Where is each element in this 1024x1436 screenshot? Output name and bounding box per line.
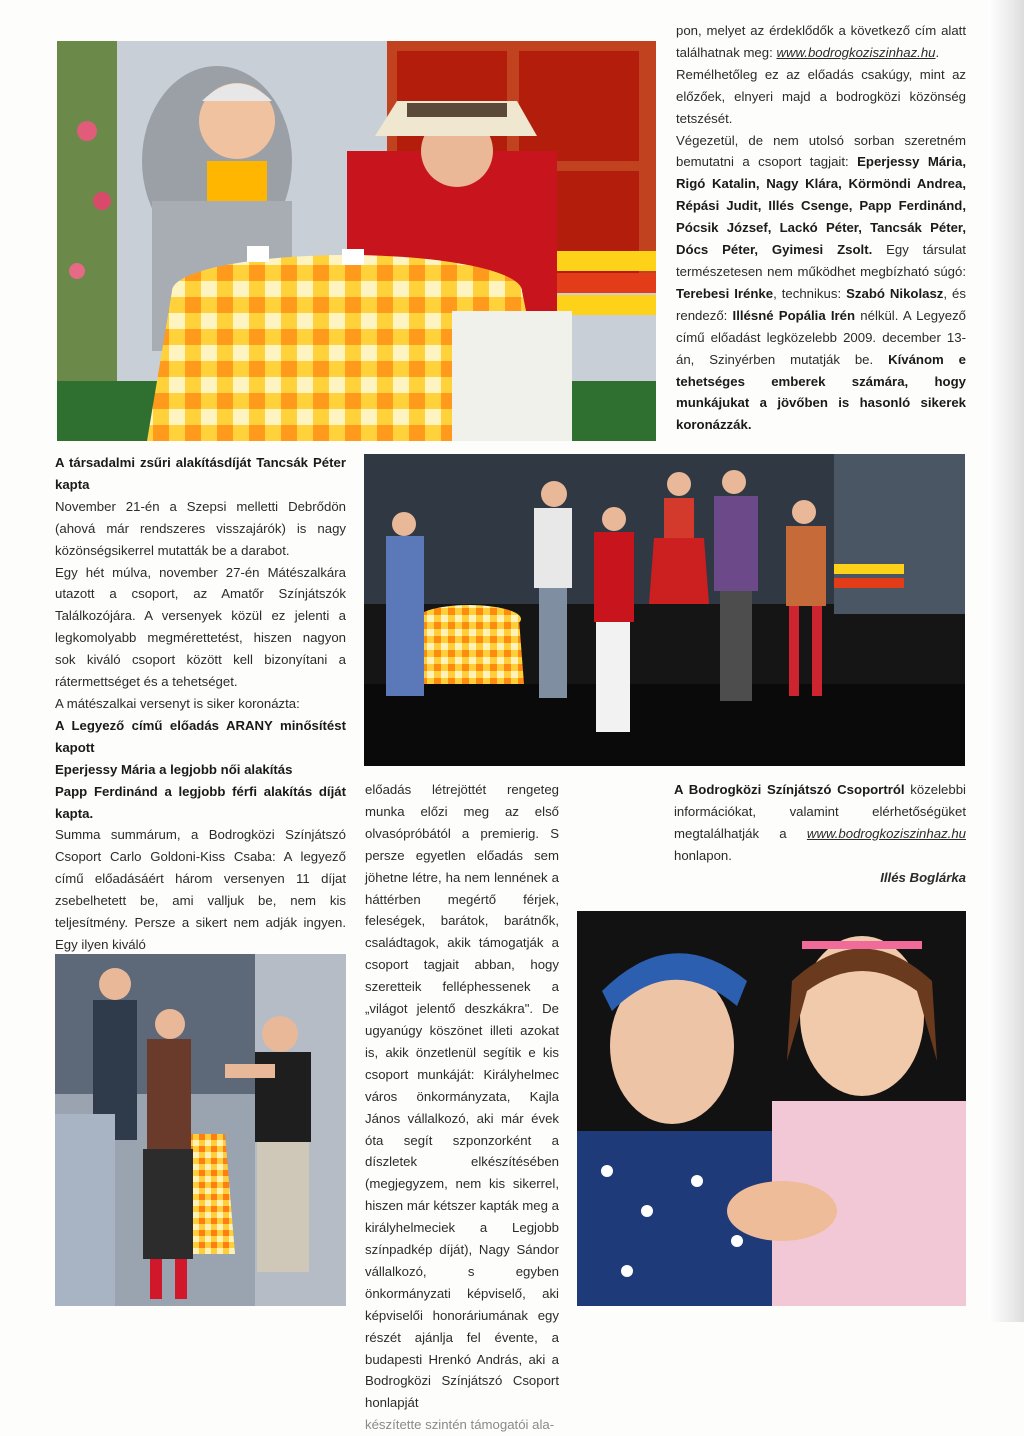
award-line: Papp Ferdinánd a legjobb férfi alakítás díját kapta.: [55, 783, 346, 821]
paragraph: Egy hét múlva, november 27-én Mátészalkára utazott a csoport, az Amatőr Színjátszók Találkozójára. A versenyek közül ez jelenti a legkomolyabb megmérettetést, hiszen nagyon sok kiváló csoport között kell bizonyítani a rátermettséget és a tehetséget.: [55, 564, 346, 690]
website-link[interactable]: www.bodrogkoziszinhaz.hu: [806, 825, 966, 841]
section-heading: A Bodrogközi Színjátszó Csoportról: [674, 782, 905, 797]
photo-two-men-at-table: [57, 41, 656, 441]
paragraph: előadás létrejöttét rengeteg munka előzi meg az első olvasópróbától a premierig. S persze egyetlen előadás sem jöhetne létre, ha nem lennének a háttérben megértő férjek, feleségek, barátok, barátnők, családtagok, akik támogatják a csoport tagjait abban, hogy szeretteik felléphessenek a „világot jelentő deszkákra". De ugyanúgy köszönet illeti azokat is, akik önzetlenül segítik e kis csoport munkáját: Királyhelmec város önkormányzata, Kajla János vállalkozó, aki már évek óta segít szponzorként a díszletek elkészítésében (megjegyzem, nem kis sikerrel, hiszen már kétszer kapták meg a királyhelmeciek a Legjobb színpadkép díját), Nagy Sándor vállalkozó, s egyben önkormányzati képviselő, aki képviselői honoráriumának egy részét ajánlja fel évente, a budapesti Hrenkó András, aki a Bodrogközi Színjátszó Csoport honlapját: [365, 782, 559, 1411]
paragraph: A mátészalkai versenyt is siker koronázta:: [55, 695, 300, 711]
award-line: A Legyező című előadás ARANY minősítést kapott: [55, 717, 346, 755]
left-column: [55, 452, 346, 956]
paragraph: Summa summárum, a Bodrogközi Színjátszó Csoport Carlo Goldoni-Kiss Csaba: A legyező című előadásáért három versenyen 11 díjat zsebelhetett be, ami valljuk be, nem kis teljesítmény. Persze a sikert nem adják ingyen. Egy ilyen kiváló: [55, 827, 346, 952]
paragraph: Remélhetőleg ez az előadás csakúgy, mint az előzőek, elnyeri majd a bodrogközi közönség tetszését.: [676, 66, 966, 126]
page-gutter-shadow: [988, 0, 1024, 1322]
closing-wish: Kívánom e tehetséges emberek számára, hogy munkájukat a jövőben is hasonló sikerek koronázzák.: [676, 351, 966, 433]
paragraph: November 21-én a Szepsi melletti Debrődön (ahová már rendszeres visszajárók) is nagy közönségsikerrel mutatták be a darabot.: [55, 498, 346, 558]
technician-name: Szabó Nikolasz: [846, 285, 944, 301]
paragraph: pon, melyet az érdeklődők a következő cím alatt találhatnak meg: www.bodrogkoziszinhaz.hu.: [676, 23, 966, 60]
top-right-column: [676, 20, 966, 436]
paragraph: Végezetül, de nem utolsó sorban szeretném bemutatni a csoport tagjait: Eperjessy Mária, Rigó Katalin, Nagy Klára, Körmöndi Andrea, Répási Judit, Illés Csenge, Papp Ferdinánd, Pócsik József, Lackó Péter, Tancsák Péter, Dócs Péter, Gyimesi Zsolt. Egy társulat természetesen nem működhet megbízható súgó: Terebesi Irénke, technikus: Szabó Nikolasz, és rendező: Illésné Popália Irén nélkül. A Legyező című előadást legközelebb 2009. december 13-án, Szinyérben mutatják be. Kívánom e tehetséges emberek számára, hogy munkájukat a jövőben is hasonló sikerek koronázzák.: [676, 132, 966, 433]
prompter-name: Terebesi Irénke: [676, 285, 774, 301]
middle-column: [365, 779, 559, 1436]
photo-two-women-closeup: [577, 911, 966, 1306]
photo-actors-struggle: [55, 954, 346, 1306]
section-heading: A társadalmi zsűri alakításdíját Tancsák Péter kapta: [55, 455, 346, 492]
website-link[interactable]: www.bodrogkoziszinhaz.hu: [776, 44, 936, 60]
award-line: Eperjessy Mária a legjobb női alakítás: [55, 761, 293, 777]
paragraph-continued: készítette szintén támogatói ala-: [365, 1417, 555, 1433]
author-signature: Illés Boglárka: [880, 869, 966, 885]
paragraph: A Bodrogközi Színjátszó Csoportról közelebbi információkat, valamint elérhetőségüket megtalálhatják a www.bodrogkoziszinhaz.hu honlapon.: [674, 782, 966, 863]
director-name: Illésné Popália Irén: [732, 307, 856, 323]
photo-stage-ensemble: [364, 454, 965, 766]
right-bottom-column: [674, 779, 966, 889]
member-names: Eperjessy Mária, Rigó Katalin, Nagy Klára, Körmöndi Andrea, Répási Judit, Illés Csenge, Papp Ferdinánd, Pócsik József, Lackó Péter, Tancsák Péter, Dócs Péter, Gyimesi Zsolt.: [676, 154, 966, 258]
